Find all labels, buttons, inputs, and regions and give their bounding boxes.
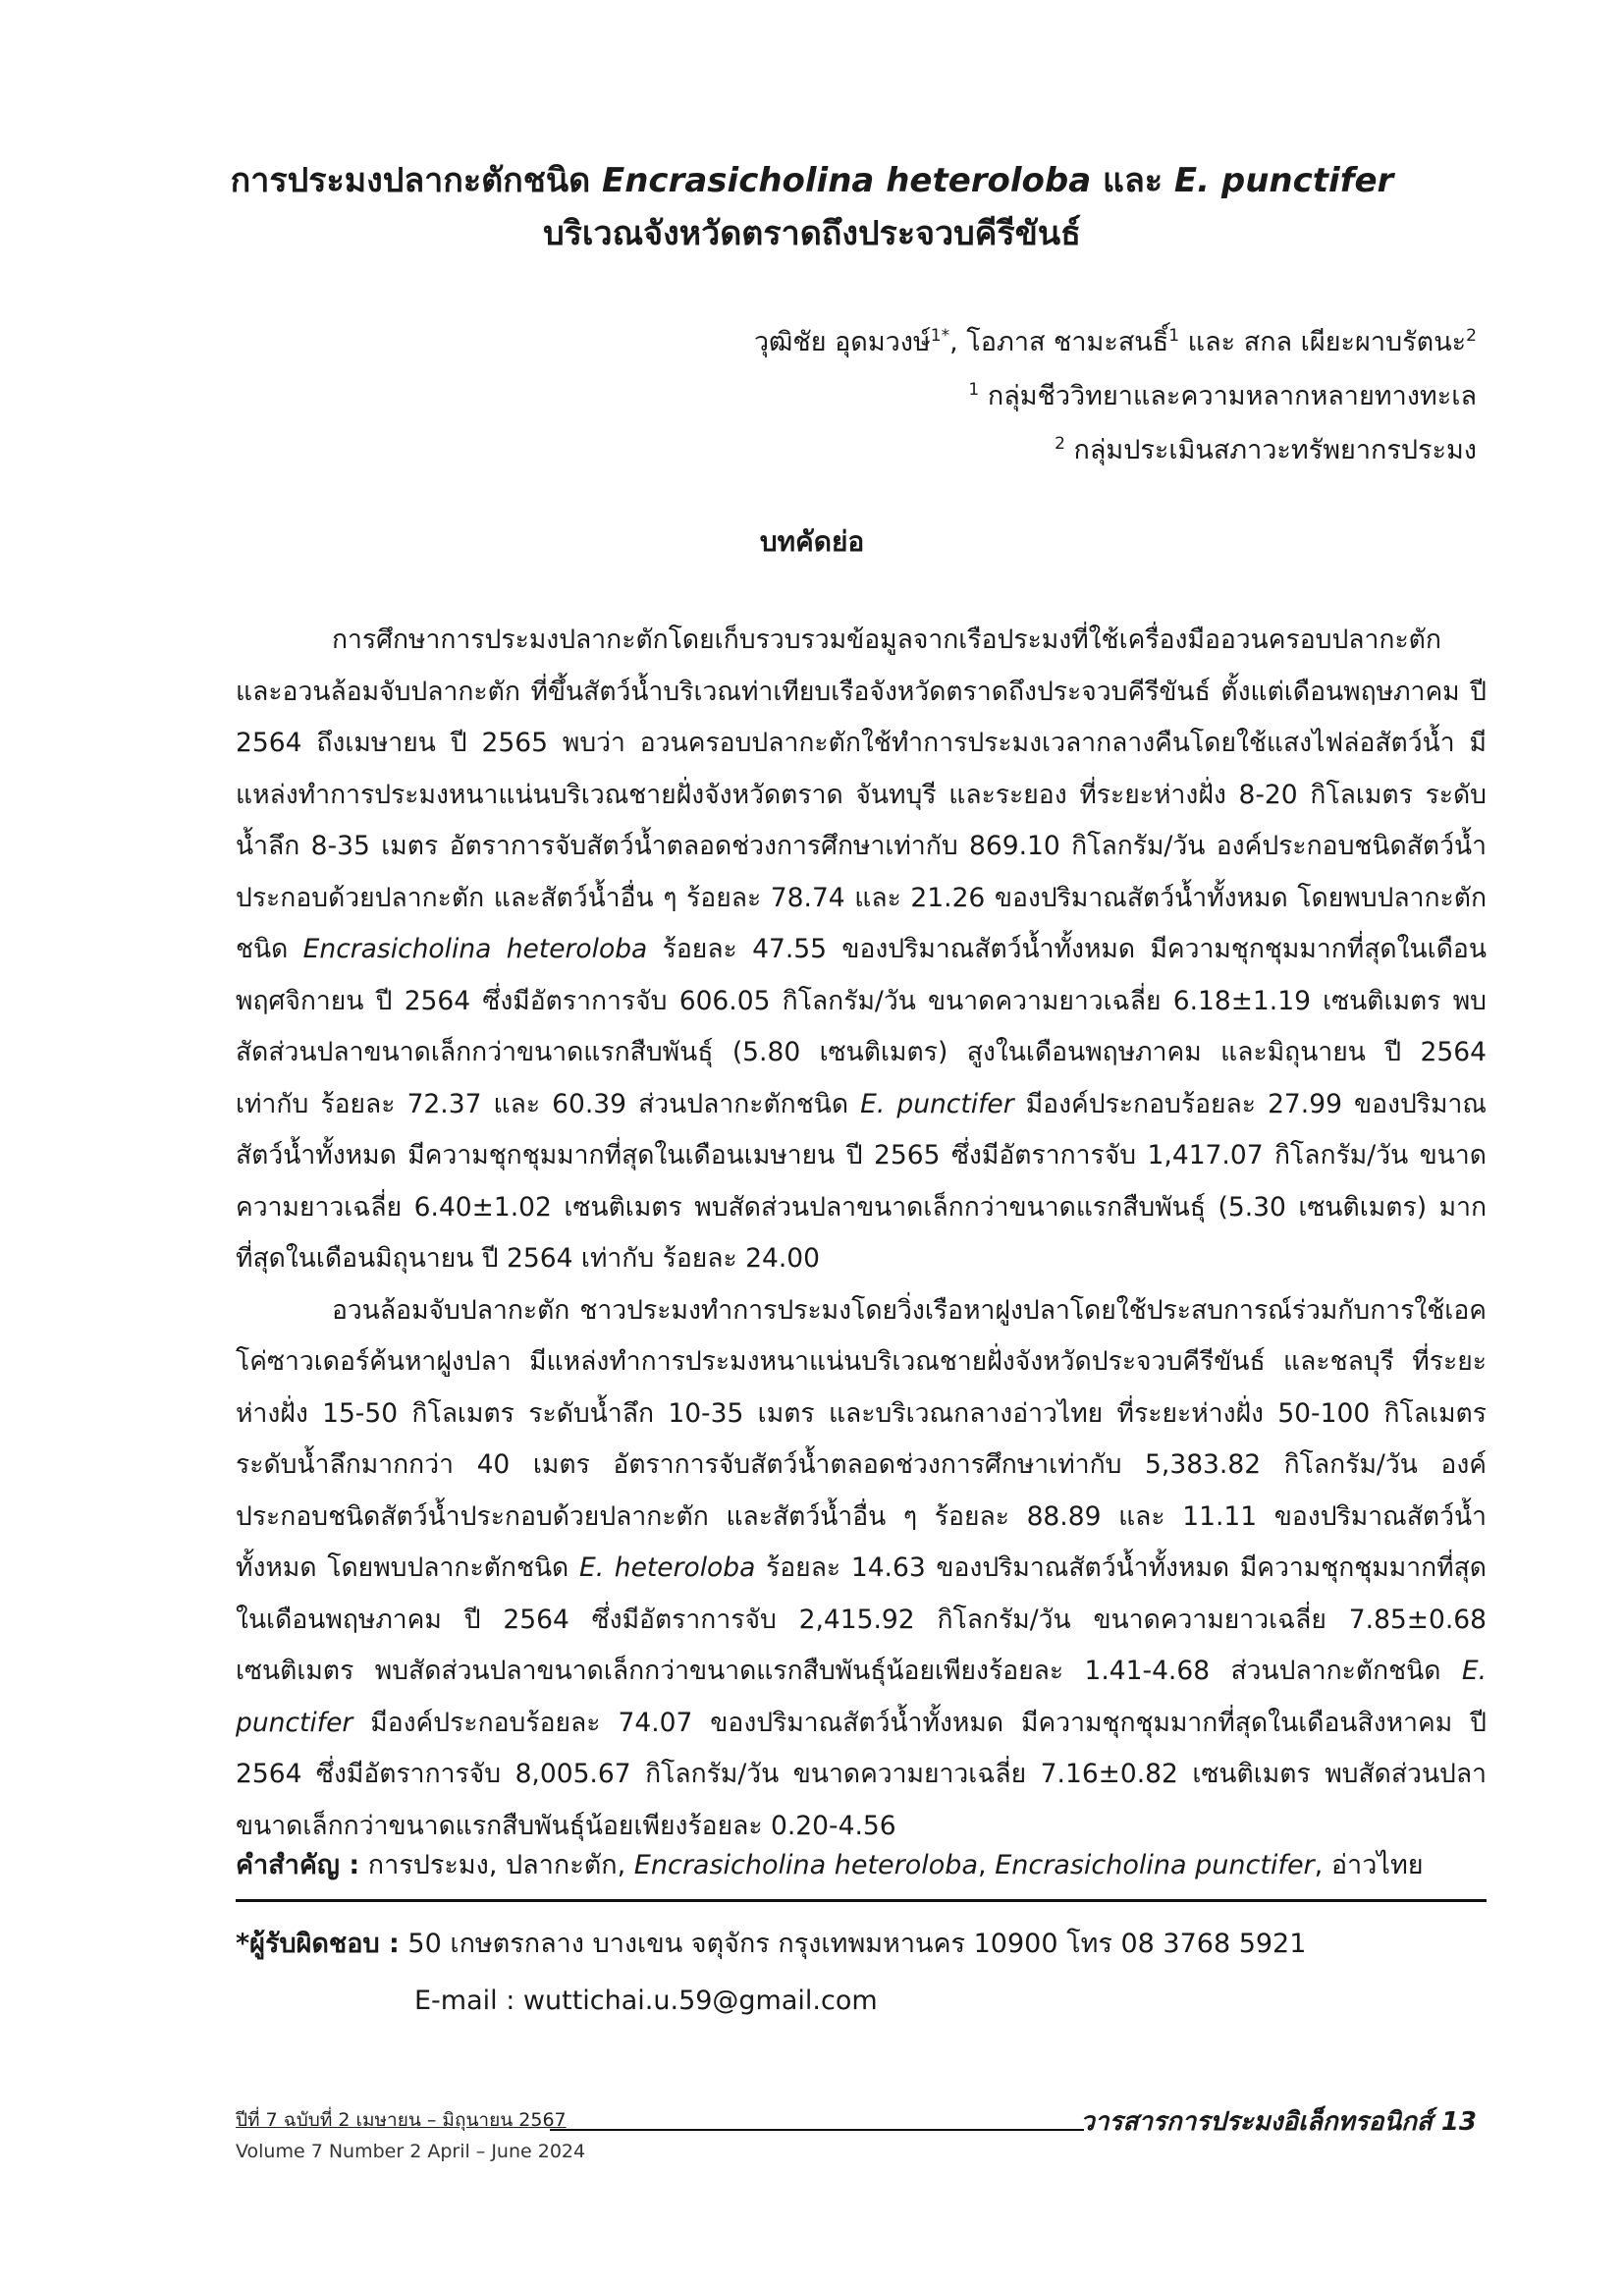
keywords-label: คำสำคัญ : <box>236 1850 360 1880</box>
correspondence-address: 50 เกษตรกลาง บางเขน จตุจักร กรุงเทพมหานคร 10900 โทร 08 3768 5921 <box>407 1929 1307 1959</box>
author-1-sup: 1* <box>930 326 950 346</box>
abstract-p1-text-c: มีองค์ประกอบร้อยละ 27.99 ของปริมาณสัตว์น้ำทั้งหมด มีความชุกชุมมากที่สุดในเดือนเมษายน ปี 2565 ซึ่งมีอัตราการจับ 1,417.07 กิโลกรัม/วัน ขนาดความยาวเฉลี่ย 6.40±1.02 เซนติเมตร พบสัดส่วนปลาขนาดเล็กกว่าขนาดแรกสืบพันธุ์ (5.30 เซนติเมตร) มากที่สุดในเดือนมิถุนายน ปี 2564 เท่ากับ ร้อยละ 24.00 <box>236 1088 1487 1274</box>
keywords-k3: Encrasicholina punctifer <box>995 1850 1315 1880</box>
correspondence <box>236 1925 1306 1964</box>
paper-title-line1 <box>147 155 1477 206</box>
affiliation-2 <box>754 420 1477 474</box>
author-1: วุฒิชัย อุดมวงษ์ <box>753 327 931 357</box>
keywords <box>236 1846 1487 1885</box>
keywords-divider <box>236 1899 1487 1902</box>
abstract-p1-species2: E. punctifer <box>860 1088 1014 1119</box>
affiliation-1-text: กลุ่มชีววิทยาและความหลากหลายทางทะเล <box>987 381 1477 411</box>
title-species1: Encrasicholina heteroloba <box>602 161 1092 200</box>
footer-divider <box>550 2129 1084 2131</box>
abstract-p2-species2: E. punctifer <box>236 1656 1487 1738</box>
author-line: วุฒิชัย อุดมวงษ์$^{1*}$, โอภาส ชามะสนธิ์$^1$ และ สกล เผียะผาบรัตนะ$^2$ <box>753 326 1477 357</box>
abstract-paragraph-2 <box>236 1285 1487 1853</box>
footer-issue-th: ปีที่ 7 ฉบับที่ 2 เมษายน – มิถุนายน 2567 <box>236 2109 567 2131</box>
keywords-k1: การประมง, ปลากะตัก, <box>367 1850 626 1880</box>
abstract-p1-text-b: ร้อยละ 47.55 ของปริมาณสัตว์น้ำทั้งหมด มีความชุกชุมมากที่สุดในเดือนพฤศจิกายน ปี 2564 ซึ่งมีอัตราการจับ 606.05 กิโลกรัม/วัน ขนาดความยาวเฉลี่ย 6.18±1.19 เซนติเมตร พบสัดส่วนปลาขนาดเล็กกว่าขนาดแรกสืบพันธุ์ (5.80 เซนติเมตร) สูงในเดือนพฤษภาคม และมิถุนายน ปี 2564 เท่ากับ ร้อยละ 72.37 และ 60.39 ส่วนปลากะตักชนิด <box>236 934 1487 1119</box>
author-2: โอภาส ชามะสนธิ์ <box>966 327 1169 357</box>
abstract-p1-species1: Encrasicholina heteroloba <box>302 934 648 964</box>
title-prefix: การประมงปลากะตักชนิด <box>230 161 591 200</box>
author-block <box>754 312 1477 474</box>
abstract-p2-text-b: ร้อยละ 14.63 ของปริมาณสัตว์น้ำทั้งหมด มีความชุกชุมมากที่สุดในเดือนพฤษภาคม ปี 2564 ซึ่งมีอัตราการจับ 2,415.92 กิโลกรัม/วัน ขนาดความยาวเฉลี่ย 7.85±0.68 เซนติเมตร พบสัดส่วนปลาขนาดเล็กกว่าขนาดแรกสืบพันธุ์น้อยเพียงร้อยละ 1.41-4.68 ส่วนปลากะตักชนิด <box>236 1552 1487 1686</box>
footer-page-number: 13 <box>1440 2107 1477 2137</box>
abstract-p2-text-a: อวนล้อมจับปลากะตัก ชาวประมงทำการประมงโดยวิ่งเรือหาฝูงปลาโดยใช้ประสบการณ์ร่วมกับการใช้เอคโค่ซาวเดอร์ค้นหาฝูงปลา มีแหล่งทำการประมงหนาแน่นบริเวณชายฝั่งจังหวัดประจวบคีรีขันธ์ และชลบุรี ที่ระยะห่างฝั่ง 15-50 กิโลเมตร ระดับน้ำลึก 10-35 เมตร และบริเวณกลางอ่าวไทย ที่ระยะห่างฝั่ง 50-100 กิโลเมตร ระดับน้ำลึกมากกว่า 40 เมตร อัตราการจับสัตว์น้ำตลอดช่วงการศึกษาเท่ากับ 5,383.82 กิโลกรัม/วัน องค์ประกอบชนิดสัตว์น้ำประกอบด้วยปลากะตัก และสัตว์น้ำอื่น ๆ ร้อยละ 88.89 และ 11.11 ของปริมาณสัตว์น้ำทั้งหมด โดยพบปลากะตักชนิด <box>236 1294 1487 1583</box>
abstract-paragraph-1 <box>236 615 1487 1285</box>
abstract-p2-text-c: มีองค์ประกอบร้อยละ 74.07 ของปริมาณสัตว์น้ำทั้งหมด มีความชุกชุมมากที่สุดในเดือนสิงหาคม ปี 2564 ซึ่งมีอัตราการจับ 8,005.67 กิโลกรัม/วัน ขนาดความยาวเฉลี่ย 7.16±0.82 เซนติเมตร พบสัดส่วนปลาขนาดเล็กกว่าขนาดแรกสืบพันธุ์น้อยเพียงร้อยละ 0.20-4.56 <box>236 1707 1487 1841</box>
abstract-p2-species1: E. heteroloba <box>578 1552 756 1583</box>
author-3: สกล เผียะผาบรัตนะ <box>1243 327 1467 357</box>
author-and: และ <box>1187 327 1236 357</box>
keywords-k2: Encrasicholina heteroloba <box>633 1850 978 1880</box>
footer-issue-en: Volume 7 Number 2 April – June 2024 <box>236 2141 586 2162</box>
title-and: และ <box>1103 161 1164 200</box>
author-2-sup: 1 <box>1168 326 1180 346</box>
affiliation-1 <box>754 366 1477 420</box>
correspondence-email: E-mail : wuttichai.u.59@gmail.com <box>414 1986 878 2016</box>
author-3-sup: 2 <box>1466 326 1477 346</box>
keywords-sep: , <box>978 1850 987 1880</box>
title-species2: E. punctifer <box>1173 161 1394 200</box>
footer-journal <box>1080 2101 1477 2142</box>
correspondence-label: *ผู้รับผิดชอบ : <box>236 1929 400 1959</box>
footer-journal-name: วารสารการประมงอิเล็กทรอนิกส์ <box>1080 2107 1433 2137</box>
paper-title-line2: บริเวณจังหวัดตราดถึงประจวบคีรีขันธ์ <box>543 214 1081 253</box>
abstract-heading: บทคัดย่อ <box>759 525 865 558</box>
affiliation-1-sup: 1 <box>968 380 980 400</box>
abstract-p1-text-a: การศึกษาการประมงปลากะตักโดยเก็บรวบรวมข้อมูลจากเรือประมงที่ใช้เครื่องมืออวนครอบปลากะตัก และอวนล้อมจับปลากะตัก ที่ขึ้นสัตว์น้ำบริเวณท่าเทียบเรือจังหวัดตราดถึงประจวบคีรีขันธ์ ตั้งแต่เดือนพฤษภาคม ปี 2564 ถึงเมษายน ปี 2565 พบว่า อวนครอบปลากะตักใช้ทำการประมงเวลากลางคืนโดยใช้แสงไฟล่อสัตว์น้ำ มีแหล่งทำการประมงหนาแน่นบริเวณชายฝั่งจังหวัดตราด จันทบุรี และระยอง ที่ระยะห่างฝั่ง 8-20 กิโลเมตร ระดับน้ำลึก 8-35 เมตร อัตราการจับสัตว์น้ำตลอดช่วงการศึกษาเท่ากับ 869.10 กิโลกรัม/วัน องค์ประกอบชนิดสัตว์น้ำประกอบด้วยปลากะตัก และสัตว์น้ำอื่น ๆ ร้อยละ 78.74 และ 21.26 ของปริมาณสัตว์น้ำทั้งหมด โดยพบปลากะตักชนิด <box>236 625 1487 964</box>
affiliation-2-sup: 2 <box>1055 434 1065 454</box>
affiliation-2-text: กลุ่มประเมินสภาวะทรัพยากรประมง <box>1073 435 1477 465</box>
abstract-body <box>236 615 1487 1852</box>
keywords-k4: , อ่าวไทย <box>1314 1850 1424 1880</box>
